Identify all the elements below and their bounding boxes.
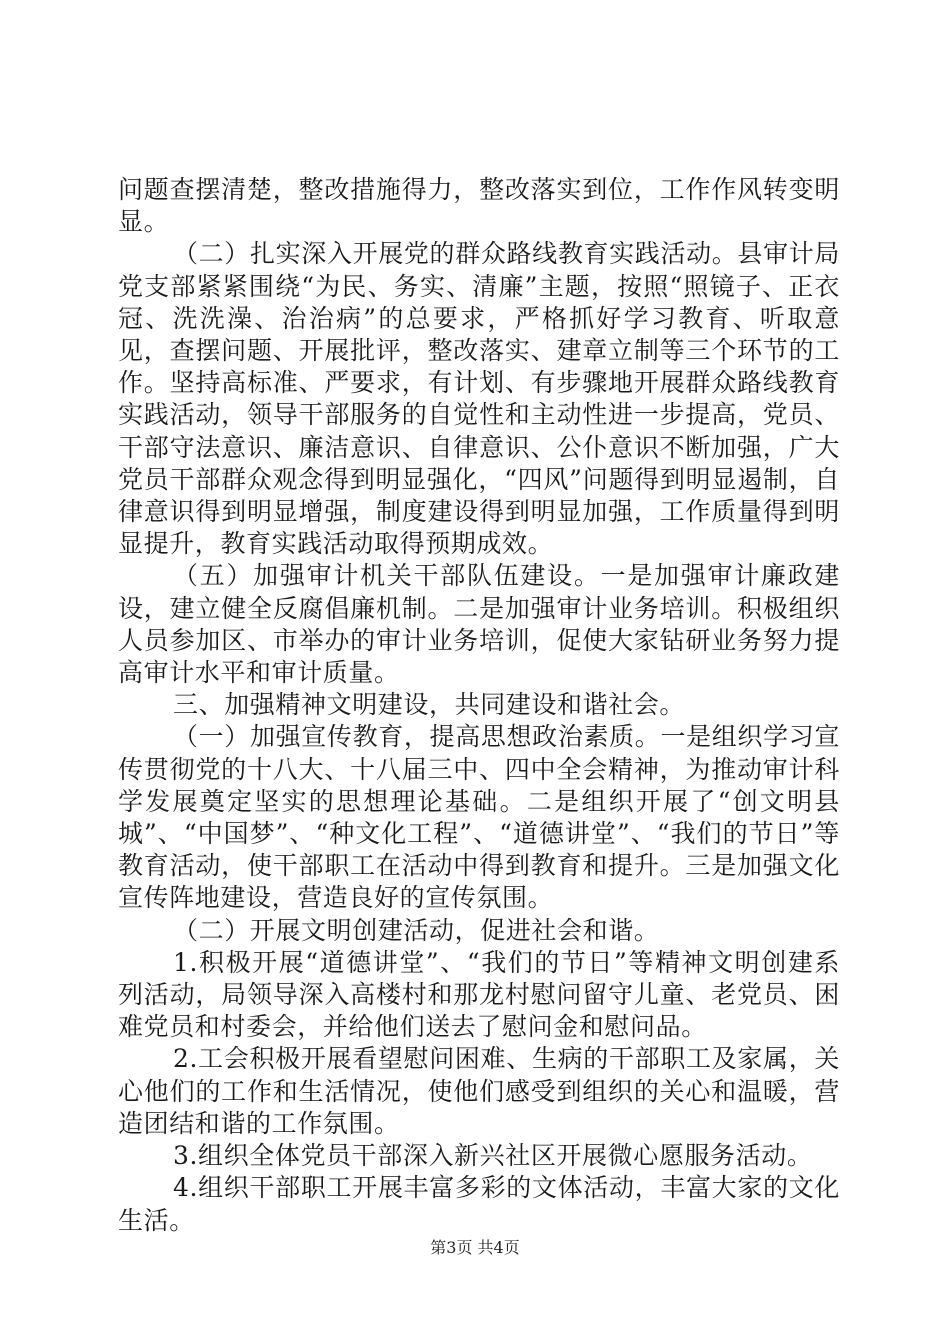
page-number-footer: 第3页 共4页	[430, 1238, 520, 1257]
paragraph-publicity-education: （一）加强宣传教育，提高思想政治素质。一是组织学习宣传贯彻党的十八大、十八届三中、四中全会精神，为推动审计科学发展奠定坚实的思想理论基础。二是组织开展了“创文明县城”、“中国梦”、“种文化工程”、“道德讲堂”、“我们的节日”等教育活动，使干部职工在活动中得到教育和提升。三是加强文化宣传阵地建设，营造良好的宣传氛围。	[118, 722, 840, 913]
paragraph-team-building: （五）加强审计机关干部队伍建设。一是加强审计廉政建设，建立健全反腐倡廉机制。二是加强审计业务培训。积极组织人员参加区、市举办的审计业务培训，促使大家钻研业务努力提高审计水平和审计质量。	[118, 561, 840, 688]
paragraph-mass-line-campaign: （二）扎实深入开展党的群众路线教育实践活动。县审计局党支部紧紧围绕“为民、务实、清廉”主题，按照“照镜子、正衣冠、洗洗澡、治治病”的总要求，严格抓好学习教育、听取意见，查摆问题、开展批评，整改落实、建章立制等三个环节的工作。坚持高标准、严要求，有计划、有步骤地开展群众路线教育实践活动，领导干部服务的自觉性和主动性进一步提高，党员、干部守法意识、廉洁意识、自律意识、公仆意识不断加强，广大党员干部群众观念得到明显强化，“四风”问题得到明显遏制，自律意识得到明显增强，制度建设得到明显加强，工作质量得到明显提升，教育实践活动取得预期成效。	[118, 239, 840, 559]
paragraph-continuation: 问题查摆清楚，整改措施得力，整改落实到位，工作作风转变明显。	[118, 175, 840, 237]
list-item-2: 2.工会积极开展看望慰问困难、生病的干部职工及家属，关心他们的工作和生活情况，使他们感受到组织的关心和温暖，营造团结和谐的工作氛围。	[118, 1044, 840, 1138]
list-item-1: 1.积极开展“道德讲堂”、“我们的节日”等精神文明创建系列活动，局领导深入高楼村和那龙村慰问留守儿童、老党员、困难党员和村委会，并给他们送去了慰问金和慰问品。	[118, 947, 840, 1042]
subsection-heading-civilization-activities: （二）开展文明创建活动，促进社会和谐。	[173, 915, 660, 945]
list-item-3: 3.组织全体党员干部深入新兴社区开展微心愿服务活动。	[173, 1141, 813, 1171]
section-heading-spiritual-civilization: 三、加强精神文明建设，共同建设和谐社会。	[173, 690, 686, 720]
list-item-4: 4.组织干部职工开展丰富多彩的文体活动，丰富大家的文化生活。	[118, 1173, 840, 1235]
document-body	[118, 174, 840, 1237]
